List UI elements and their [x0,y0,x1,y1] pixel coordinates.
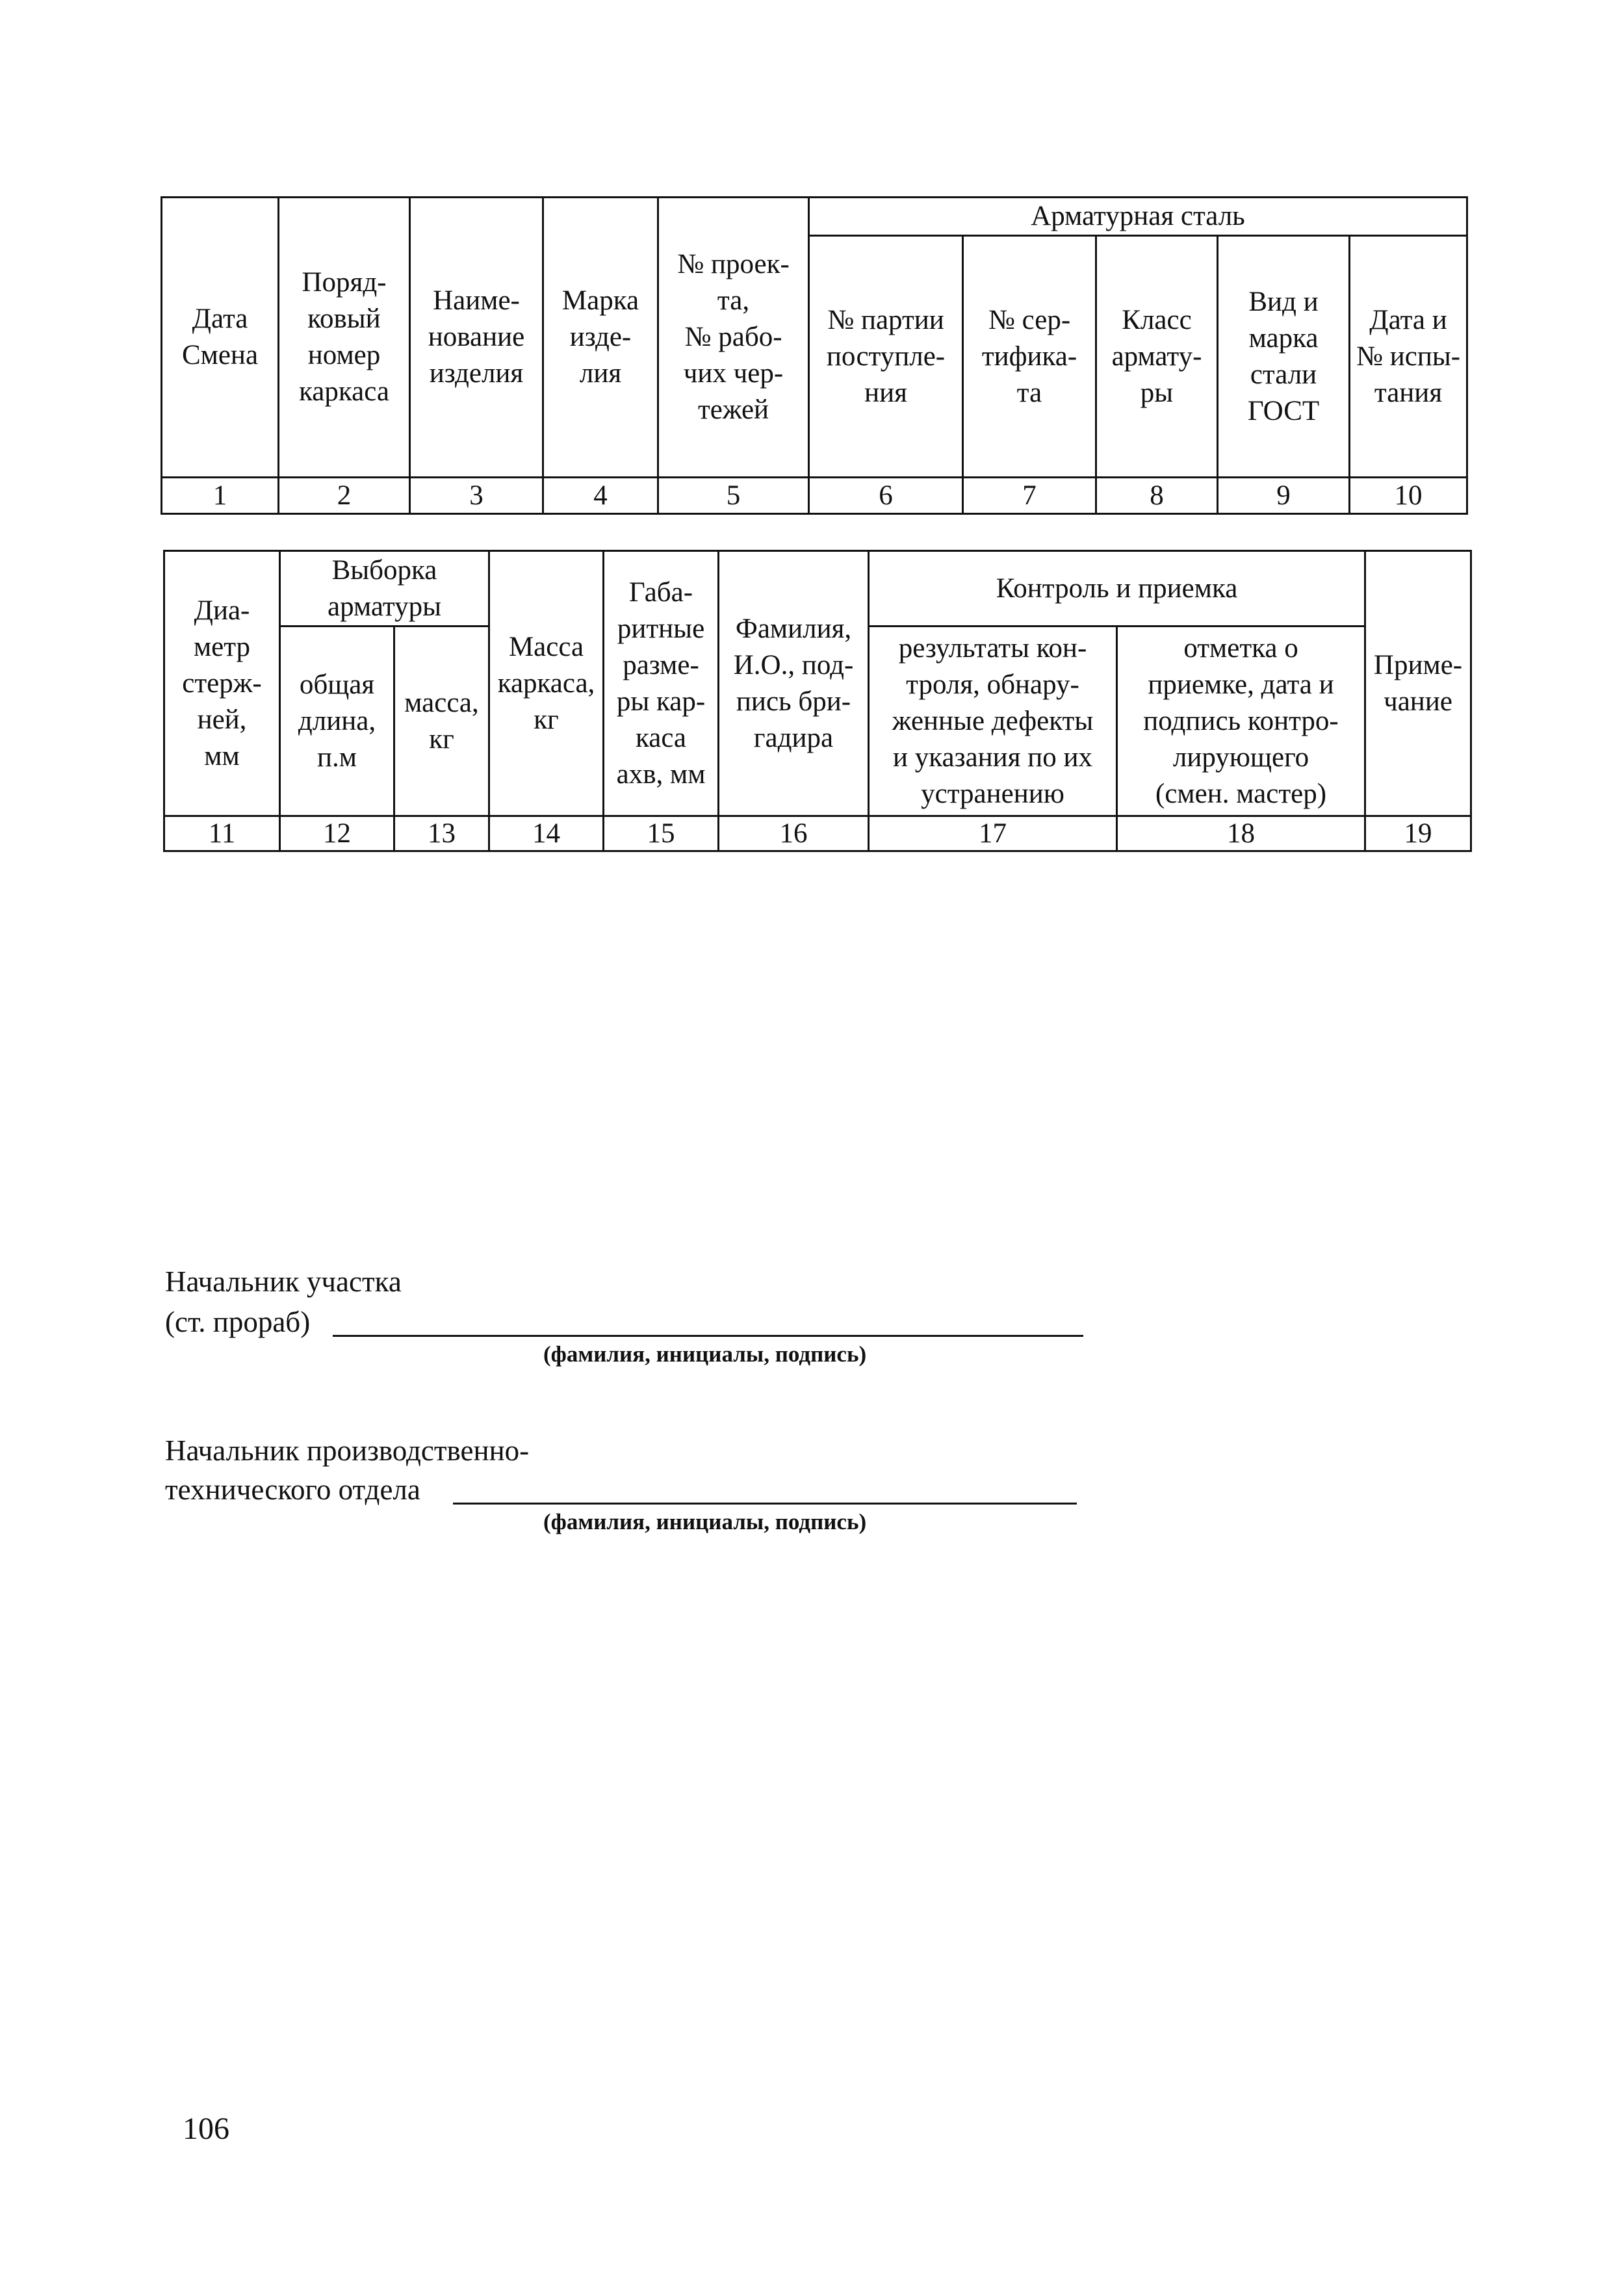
site-chief-title: Начальник участка [165,1265,402,1298]
header-reinforcement-selection: Выборка арматуры [280,551,489,627]
page-number: 106 [183,2112,229,2146]
header-steel-grade: Вид и марка стали ГОСТ [1218,236,1350,478]
column-numbers-row [162,478,1467,514]
column-number: 2 [279,478,410,514]
column-number: 17 [869,816,1117,851]
header-control-acceptance: Контроль и приемка [869,551,1365,627]
header-project-number: № проек- та, № рабо- чих чер- тежей [658,198,809,478]
pto-chief-signature-line [453,1503,1077,1505]
column-number: 19 [1365,816,1471,851]
site-chief-signature-caption: (фамилия, инициалы, подпись) [543,1341,867,1367]
column-number: 1 [162,478,279,514]
column-number: 12 [280,816,394,851]
header-rod-diameter: Диа- метр стерж- ней, мм [164,551,280,816]
site-chief-signature-line [333,1335,1083,1337]
column-number: 10 [1350,478,1467,514]
header-batch-number: № партии поступле- ния [809,236,963,478]
column-number: 3 [410,478,543,514]
header-reinforcement-class: Класс армату- ры [1096,236,1218,478]
column-number: 14 [489,816,604,851]
pto-chief-signature-caption: (фамилия, инициалы, подпись) [543,1509,867,1534]
header-date-shift: Дата Смена [162,198,279,478]
column-number: 7 [963,478,1096,514]
header-reinforcement-steel: Арматурная сталь [809,198,1467,236]
header-foreman-signature: Фамилия, И.О., под- пись бри- гадира [719,551,869,816]
header-control-results: результаты кон- троля, обнару- женные дефекты и указания по их устранению [869,627,1117,816]
column-number: 4 [543,478,658,514]
pto-chief-subtitle: технического отдела [165,1473,420,1506]
column-number: 5 [658,478,809,514]
header-acceptance-mark: отметка о приемке, дата и подпись контро- лирующего (смен. мастер) [1117,627,1365,816]
column-number: 9 [1218,478,1350,514]
header-frame-dimensions: Габа- ритные разме- ры кар- каса ахв, мм [604,551,719,816]
header-note: Приме- чание [1365,551,1471,816]
column-number: 16 [719,816,869,851]
header-total-length: общая длина, п.м [280,627,394,816]
header-mass: масса, кг [394,627,489,816]
pto-chief-title: Начальник производственно- [165,1434,530,1467]
control-acceptance-table [163,550,1472,852]
column-number: 18 [1117,816,1365,851]
header-product-mark: Марка изде- лия [543,198,658,478]
column-number: 11 [164,816,280,851]
column-number: 6 [809,478,963,514]
column-number: 15 [604,816,719,851]
header-test-date: Дата и № испы- тания [1350,236,1467,478]
header-certificate-number: № сер- тифика- та [963,236,1096,478]
column-number: 13 [394,816,489,851]
header-frame-number: Поряд- ковый номер каркаса [279,198,410,478]
reinforcement-steel-table [161,196,1468,515]
header-frame-mass: Масса каркаса, кг [489,551,604,816]
header-product-name: Наиме- нование изделия [410,198,543,478]
column-numbers-row [164,816,1471,851]
column-number: 8 [1096,478,1218,514]
site-chief-subtitle: (ст. прораб) [165,1306,311,1338]
